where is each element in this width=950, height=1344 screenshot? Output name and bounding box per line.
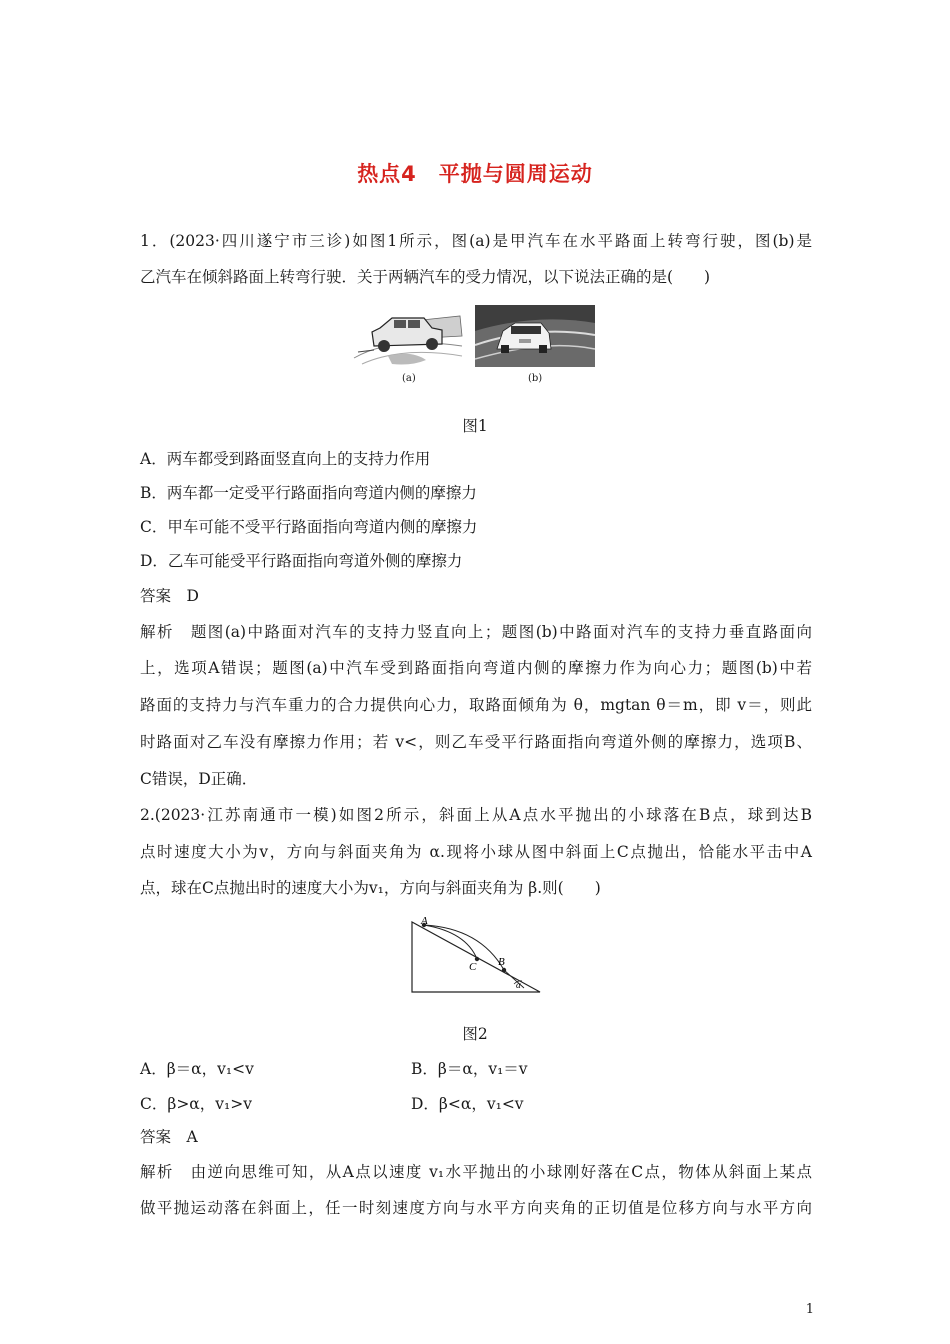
label-c: C	[469, 961, 477, 973]
figure-1-caption: 图1	[462, 417, 488, 435]
q1-answer: 答案 D	[140, 587, 199, 605]
q2-option-a: A．β＝α，v₁<v	[140, 1060, 254, 1078]
q2-stem-line-3: 点，球在C点抛出时的速度大小为v₁，方向与斜面夹角为 β.则( )	[140, 879, 601, 897]
figure-1b-label: (b)	[528, 373, 543, 384]
figure-1b-car-photo	[475, 305, 595, 367]
q1-option-c: C．甲车可能不受平行路面指向弯道内侧的摩擦力	[140, 518, 478, 536]
q2-answer: 答案 A	[140, 1128, 198, 1146]
q2-option-d: D．β<α，v₁<v	[411, 1095, 524, 1113]
page-title: 热点4 平抛与圆周运动	[357, 162, 593, 186]
figure-1a-label: (a)	[402, 373, 416, 384]
q1-analysis-line-4: 时路面对乙车没有摩擦力作用；若 v<，则乙车受平行路面指向弯道外侧的摩擦力，选项B、	[140, 733, 812, 751]
figure-2-caption: 图2	[462, 1025, 488, 1043]
label-b: B	[498, 956, 505, 968]
trajectory-from-c	[424, 925, 477, 959]
figure-1a-car-sketch	[352, 306, 464, 370]
q1-analysis-line-5: C错误，D正确．	[140, 770, 258, 788]
q1-option-d: D．乙车可能受平行路面指向弯道外侧的摩擦力	[140, 552, 463, 570]
q1-stem-line-1: 1．(2023·四川遂宁市三诊)如图1所示，图(a)是甲汽车在水平路面上转弯行驶，图(b)是	[140, 232, 812, 250]
q2-option-c: C．β>α，v₁>v	[140, 1095, 252, 1113]
trajectory-from-a	[424, 925, 504, 970]
page-number: 1	[805, 1302, 814, 1317]
q1-analysis-line-3: 路面的支持力与汽车重力的合力提供向心力，取路面倾角为 θ，mgtan θ＝m，即 v＝，则此	[140, 696, 812, 714]
q2-stem-line-1: 2.(2023·江苏南通市一模)如图2所示，斜面上从A点水平抛出的小球落在B点，球到达B	[140, 806, 812, 824]
q1-analysis-line-1: 解析 题图(a)中路面对汽车的支持力竖直向上；题图(b)中路面对汽车的支持力垂直路面向	[140, 623, 812, 641]
q2-option-b: B．β＝α，v₁＝v	[411, 1060, 528, 1078]
q1-analysis-line-2: 上，选项A错误；题图(a)中汽车受到路面指向弯道内侧的摩擦力作为向心力；题图(b)中若	[140, 659, 812, 677]
q2-analysis-line-1: 解析 由逆向思维可知，从A点以速度 v₁水平抛出的小球刚好落在C点，物体从斜面上某点	[140, 1163, 812, 1181]
label-alpha: α	[516, 980, 521, 990]
q1-option-a: A．两车都受到路面竖直向上的支持力作用	[140, 450, 431, 468]
q2-analysis-line-2: 做平抛运动落在斜面上，任一时刻速度方向与水平方向夹角的正切值是位移方向与水平方向	[140, 1199, 812, 1217]
q1-option-b: B．两车都一定受平行路面指向弯道内侧的摩擦力	[140, 484, 477, 502]
q2-stem-line-2: 点时速度大小为v，方向与斜面夹角为 α.现将小球从图中斜面上C点抛出，恰能水平击中A	[140, 843, 812, 861]
point-b	[502, 968, 506, 972]
velocity-arrow-at-b	[504, 970, 524, 988]
label-a: A	[421, 915, 428, 927]
q1-stem-line-2: 乙汽车在倾斜路面上转弯行驶．关于两辆汽车的受力情况，以下说法正确的是( )	[140, 268, 711, 286]
figure-2-incline-diagram	[400, 912, 550, 996]
